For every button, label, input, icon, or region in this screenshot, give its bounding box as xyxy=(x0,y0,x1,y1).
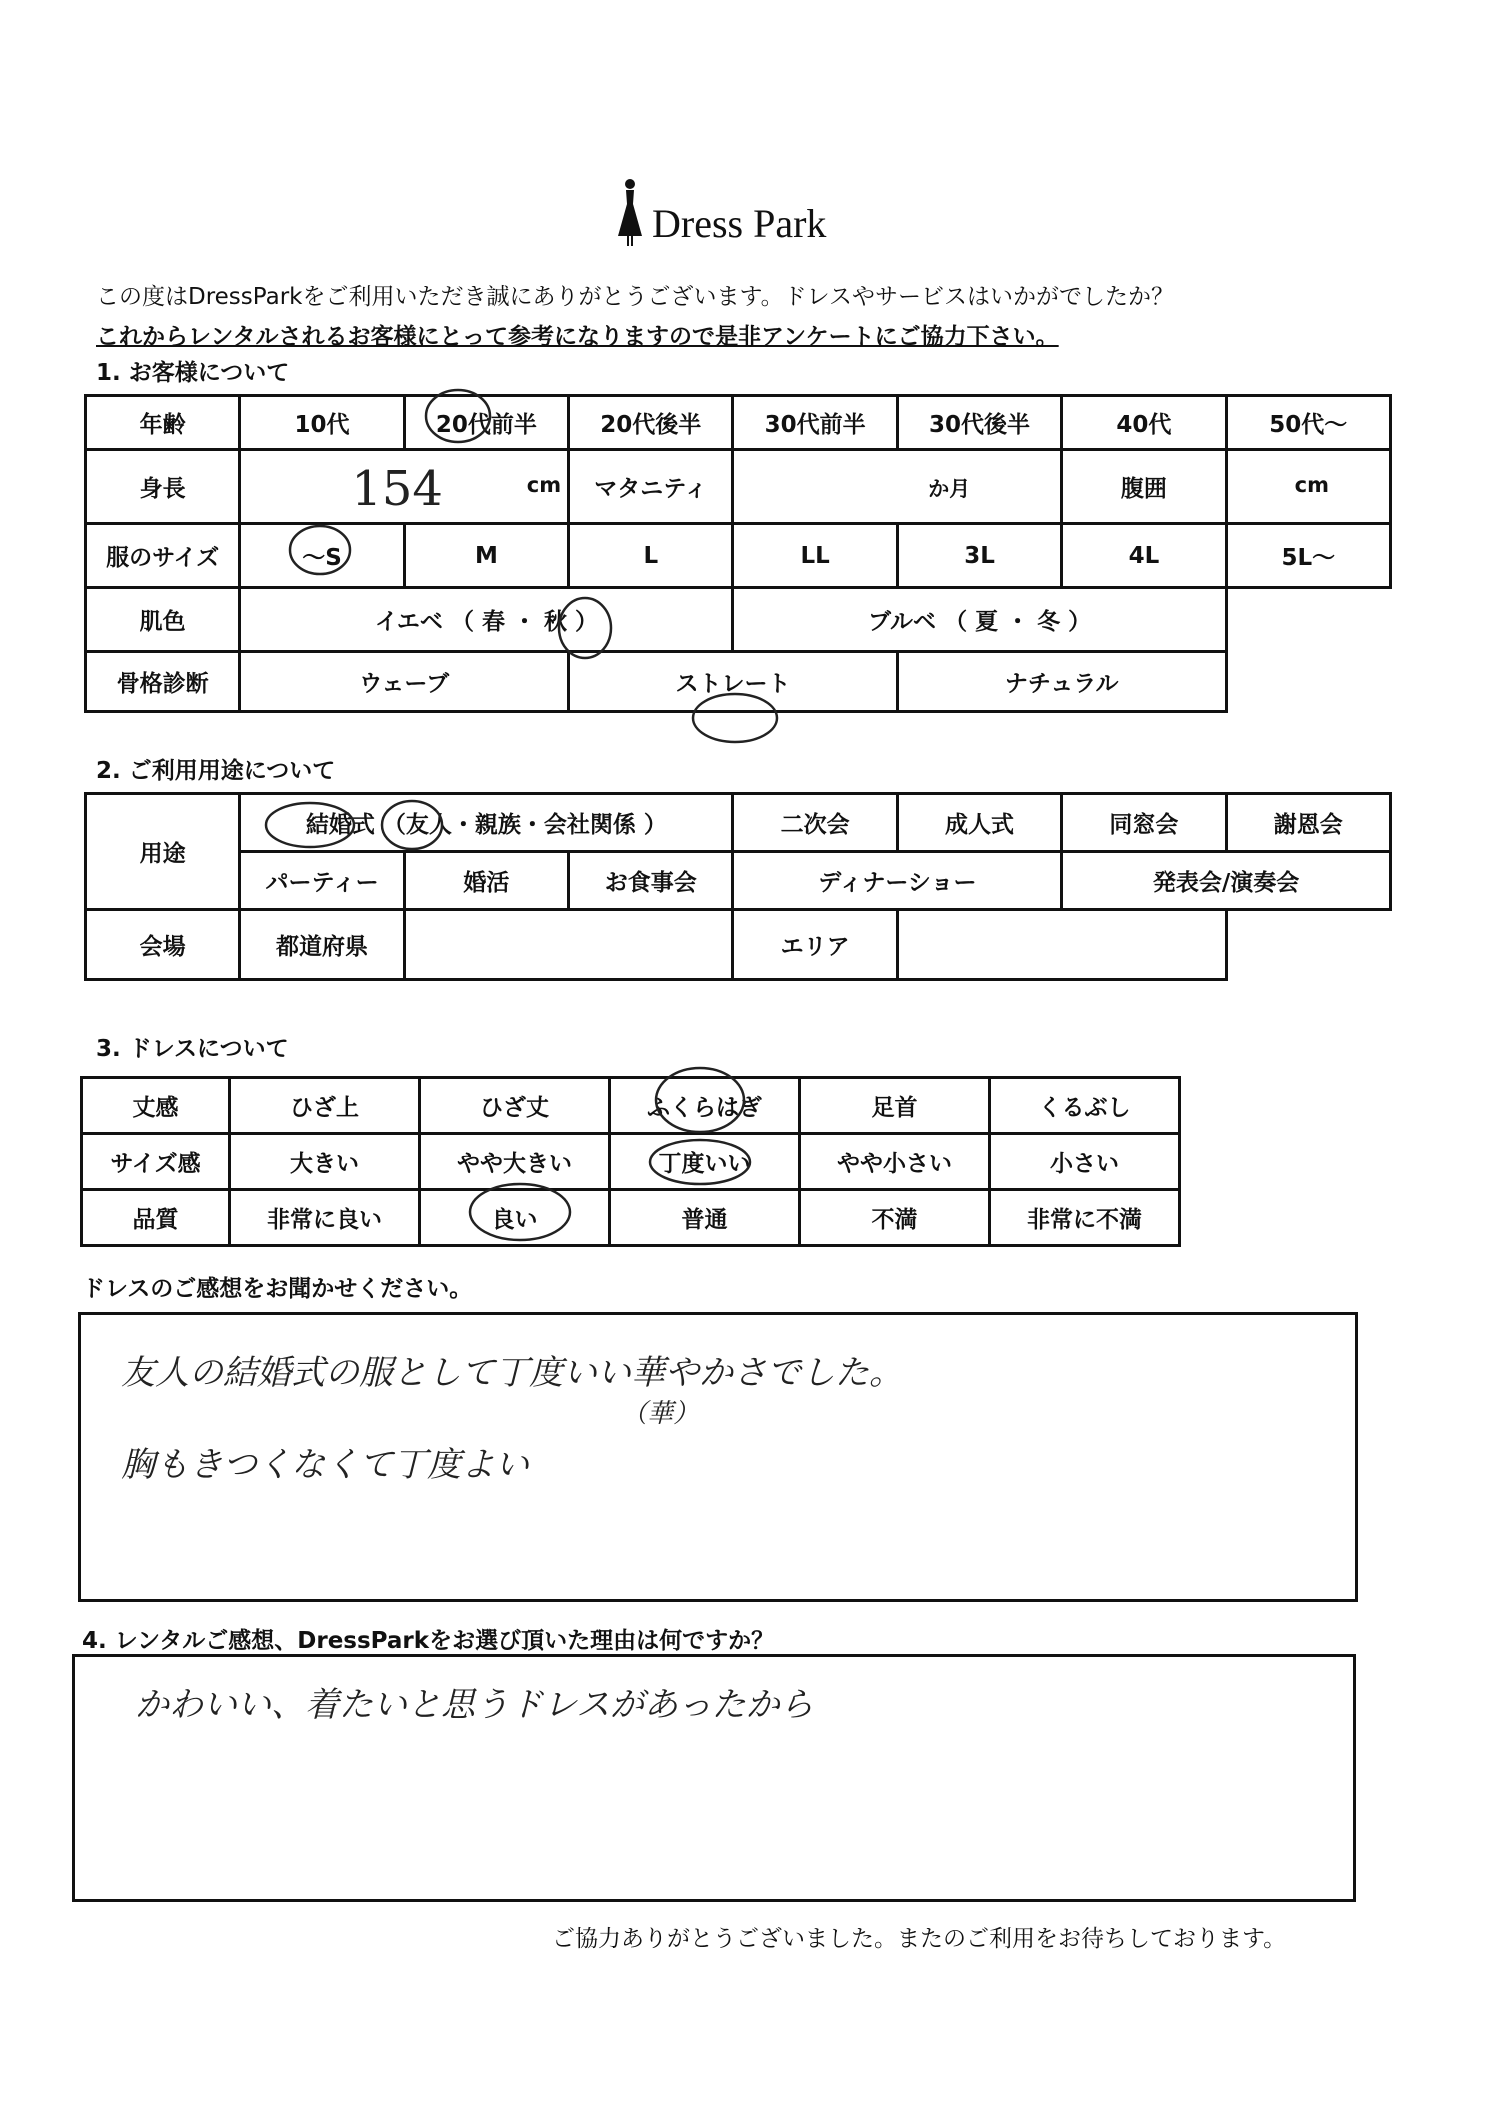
purpose-option[interactable]: 謝恩会 xyxy=(1226,794,1390,852)
length-option[interactable]: ひざ上 xyxy=(230,1078,420,1134)
age-option[interactable]: 40代 xyxy=(1062,396,1226,450)
fit-option[interactable]: やや小さい xyxy=(800,1134,990,1190)
maternity-field[interactable] xyxy=(733,450,1062,524)
quality-option[interactable]: 不満 xyxy=(800,1190,990,1246)
skin-blue-detail: （ 夏 ・ 冬 ） xyxy=(944,609,1092,635)
skin-blue-label: ブルベ xyxy=(867,609,937,635)
logo-text: Dress Park xyxy=(652,201,827,246)
skin-yellow-detail: （ 春 ・ 秋 ） xyxy=(450,609,598,635)
section2-title: 2. ご利用用途について xyxy=(96,758,336,784)
age-option[interactable]: 30代後半 xyxy=(897,396,1061,450)
impressions-line2: 胸もきつくなくて丁度よい xyxy=(121,1445,529,1485)
purpose-option[interactable]: 婚活 xyxy=(404,852,568,910)
prefecture-field[interactable] xyxy=(404,910,733,980)
purpose-option[interactable]: 二次会 xyxy=(733,794,897,852)
age-option[interactable]: 30代前半 xyxy=(733,396,897,450)
reason-answer: かわいい、着たいと思うドレスがあったから xyxy=(135,1685,814,1725)
waist-label: 腹囲 xyxy=(1062,450,1226,524)
waist-unit: cm xyxy=(1294,473,1329,497)
age-option[interactable]: 50代〜 xyxy=(1226,396,1390,450)
skin-blue[interactable] xyxy=(733,588,1226,652)
fit-label: サイズ感 xyxy=(82,1134,230,1190)
frame-option[interactable]: ウェーブ xyxy=(240,652,569,712)
quality-option[interactable]: 普通 xyxy=(610,1190,800,1246)
fit-option-selected[interactable]: 丁度いい xyxy=(610,1134,800,1190)
height-field[interactable] xyxy=(240,450,569,524)
skin-yellow-label: イエベ xyxy=(374,609,443,635)
area-label: エリア xyxy=(733,910,897,980)
venue-label: 会場 xyxy=(86,910,240,980)
size-option[interactable]: M xyxy=(404,524,568,588)
age-option-selected[interactable]: 20代前半 xyxy=(404,396,568,450)
height-value: 154 xyxy=(351,461,443,517)
wedding-detail: （友人・親族・会社関係 ） xyxy=(382,812,667,838)
impressions-note: （華） xyxy=(621,1399,700,1429)
customer-table xyxy=(84,394,1392,713)
maternity-unit: か月 xyxy=(928,477,971,501)
length-option-selected[interactable]: ふくらはぎ xyxy=(610,1078,800,1134)
purpose-option[interactable]: ディナーショー xyxy=(733,852,1062,910)
maternity-label: マタニティ xyxy=(569,450,733,524)
length-option[interactable]: 足首 xyxy=(800,1078,990,1134)
length-option[interactable]: くるぶし xyxy=(990,1078,1180,1134)
reason-box[interactable] xyxy=(72,1654,1356,1902)
frame-option-selected[interactable]: ストレート xyxy=(569,652,898,712)
size-option-selected[interactable]: 〜S xyxy=(240,524,404,588)
dress-table xyxy=(80,1076,1181,1247)
intro-request: これからレンタルされるお客様にとって参考になりますので是非アンケートにご協力下さい。 xyxy=(96,324,1059,350)
length-label: 丈感 xyxy=(82,1078,230,1134)
prefecture-label: 都道府県 xyxy=(240,910,404,980)
frame-option[interactable]: ナチュラル xyxy=(897,652,1226,712)
frame-label: 骨格診断 xyxy=(86,652,240,712)
size-option[interactable]: 4L xyxy=(1062,524,1226,588)
intro-text: この度はDressParkをご利用いただき誠にありがとうございます。ドレスやサービスはいかがでしたか？ xyxy=(96,284,1174,310)
fit-option[interactable]: 大きい xyxy=(230,1134,420,1190)
fit-option[interactable]: 小さい xyxy=(990,1134,1180,1190)
quality-option-selected[interactable]: 良い xyxy=(420,1190,610,1246)
size-label: 服のサイズ xyxy=(86,524,240,588)
purpose-label: 用途 xyxy=(86,794,240,910)
skin-label: 肌色 xyxy=(86,588,240,652)
area-field[interactable] xyxy=(897,910,1226,980)
height-unit: cm xyxy=(526,473,562,497)
size-option[interactable]: LL xyxy=(733,524,897,588)
purpose-option[interactable]: お食事会 xyxy=(569,852,733,910)
size-option[interactable]: L xyxy=(569,524,733,588)
size-option[interactable]: 5L〜 xyxy=(1226,524,1390,588)
section1-title: 1. お客様について xyxy=(96,360,290,386)
purpose-table xyxy=(84,792,1392,981)
purpose-option[interactable]: 成人式 xyxy=(897,794,1061,852)
waist-field[interactable] xyxy=(1226,450,1390,524)
impressions-title: ドレスのご感想をお聞かせください。 xyxy=(82,1276,473,1302)
dress-icon xyxy=(612,178,648,248)
age-option[interactable]: 10代 xyxy=(240,396,404,450)
dresspark-logo xyxy=(612,178,862,250)
wedding-label: 結婚式 xyxy=(305,812,375,838)
section3-title: 3. ドレスについて xyxy=(96,1036,289,1062)
age-option[interactable]: 20代後半 xyxy=(569,396,733,450)
quality-label: 品質 xyxy=(82,1190,230,1246)
height-label: 身長 xyxy=(86,450,240,524)
quality-option[interactable]: 非常に不満 xyxy=(990,1190,1180,1246)
size-option[interactable]: 3L xyxy=(897,524,1061,588)
section4-title: 4. レンタルご感想、DressParkをお選び頂いた理由は何ですか？ xyxy=(82,1628,775,1654)
age-label: 年齢 xyxy=(86,396,240,450)
purpose-option[interactable]: 同窓会 xyxy=(1062,794,1226,852)
wedding-option[interactable] xyxy=(240,794,733,852)
fit-option[interactable]: やや大きい xyxy=(420,1134,610,1190)
impressions-line1: 友人の結婚式の服として丁度いい華やかさでした。 xyxy=(121,1353,903,1393)
purpose-option[interactable]: パーティー xyxy=(240,852,404,910)
length-option[interactable]: ひざ丈 xyxy=(420,1078,610,1134)
thanks-message: ご協力ありがとうございました。またのご利用をお待ちしております。 xyxy=(552,1926,1287,1952)
impressions-box[interactable] xyxy=(78,1312,1358,1602)
quality-option[interactable]: 非常に良い xyxy=(230,1190,420,1246)
purpose-option[interactable]: 発表会/演奏会 xyxy=(1062,852,1391,910)
skin-yellow[interactable] xyxy=(240,588,733,652)
